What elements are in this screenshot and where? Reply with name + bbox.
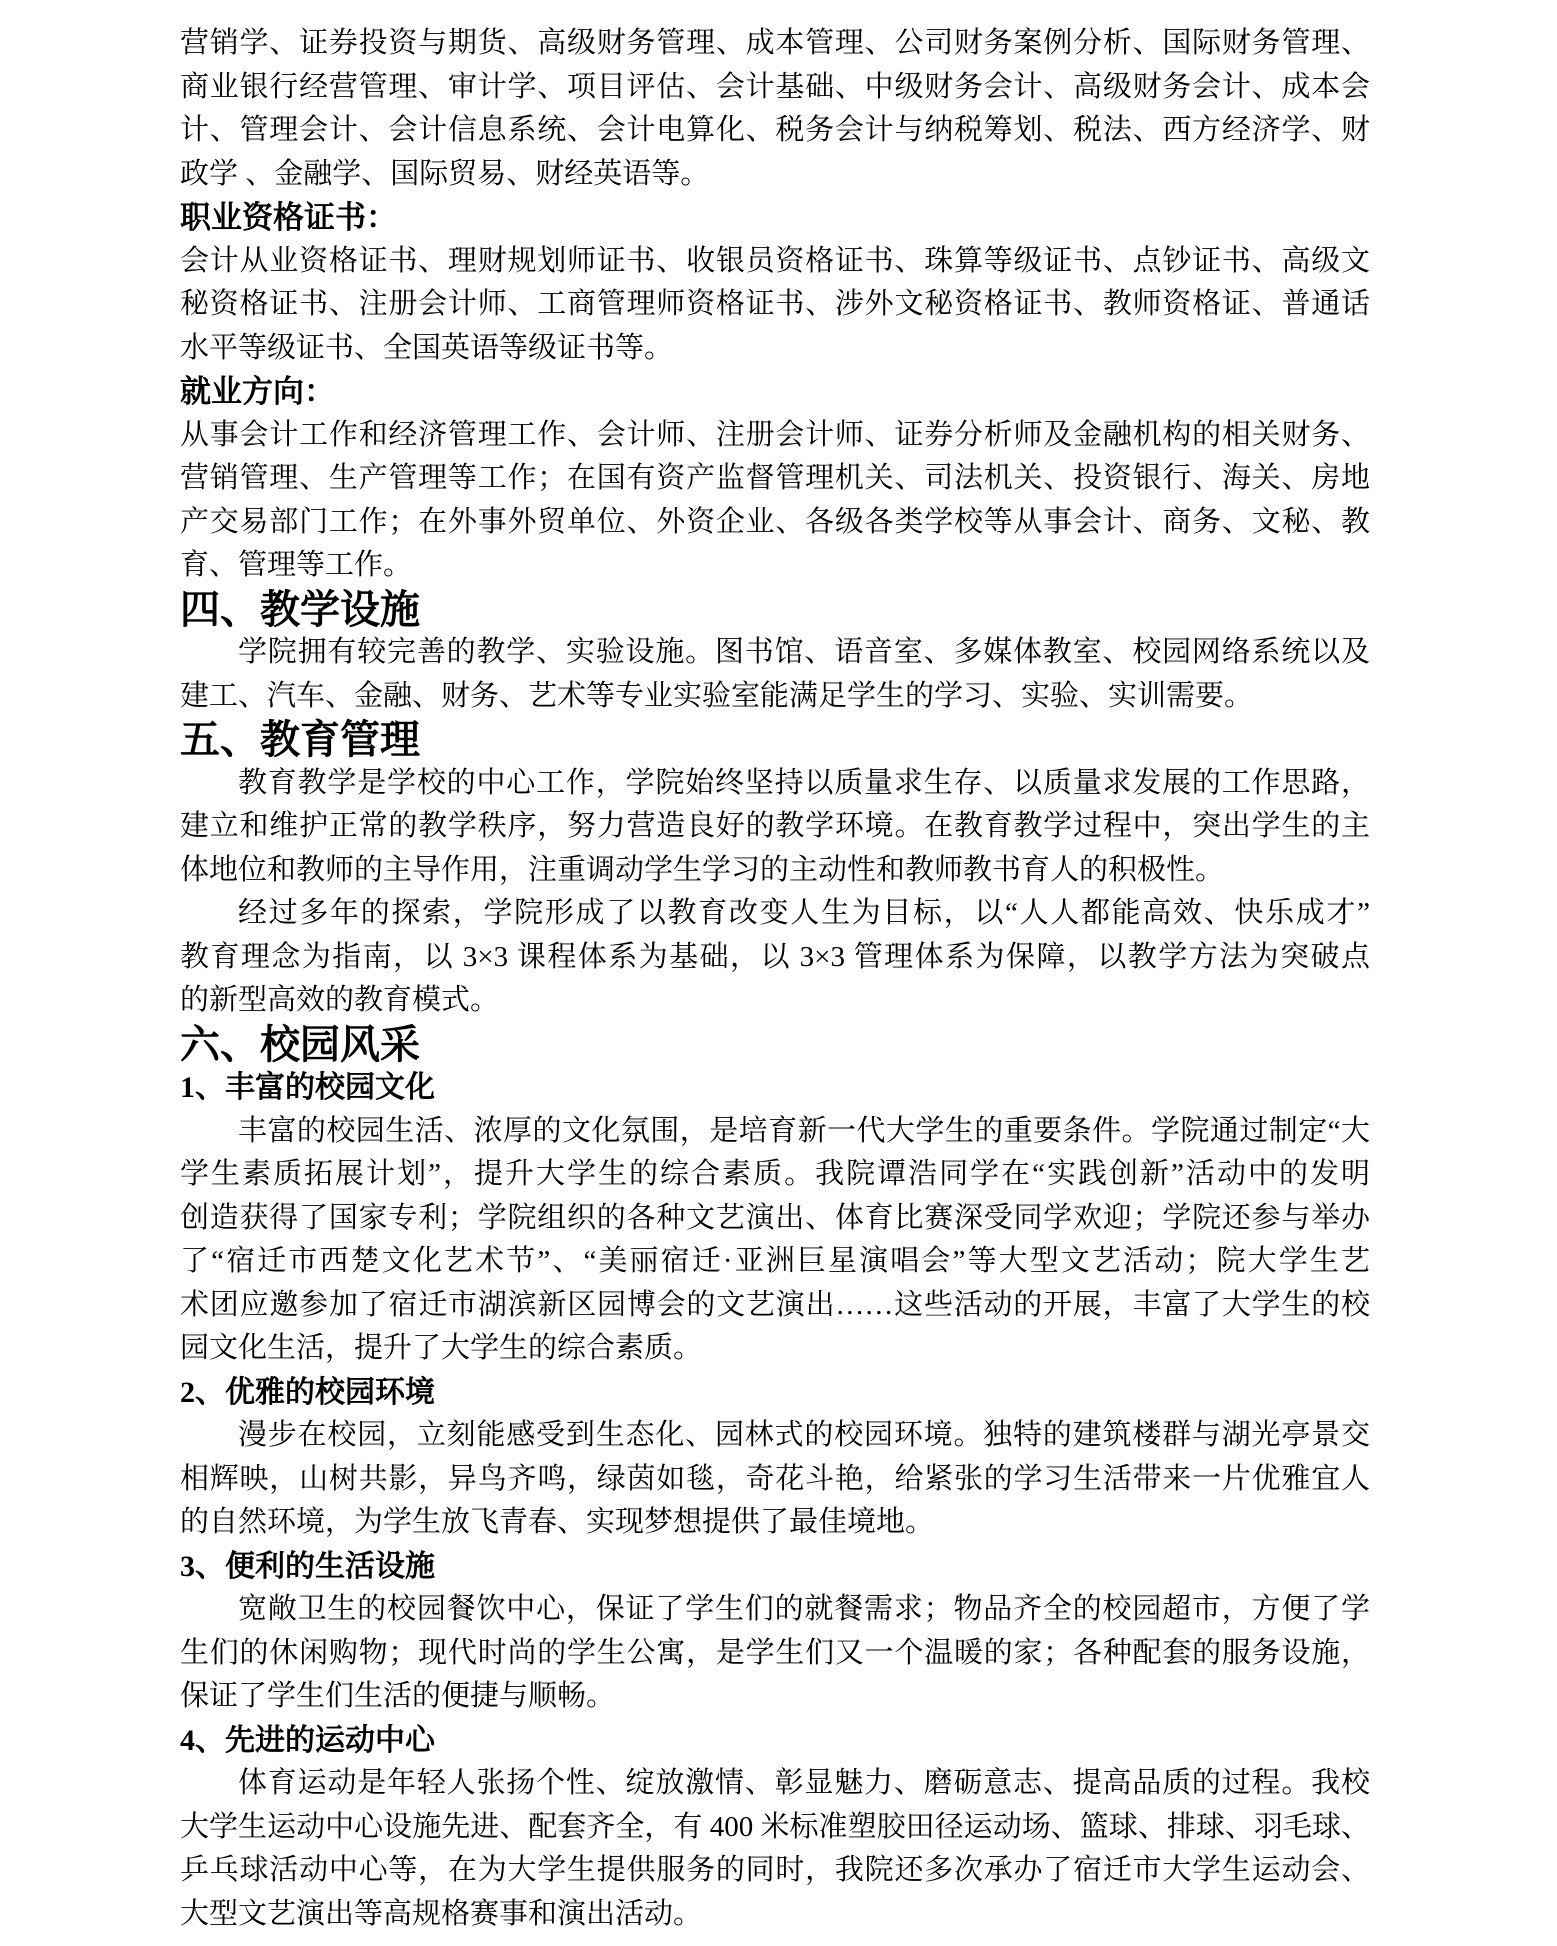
text-line: 了“宿迁市西楚文化艺术节”、“美丽宿迁·亚洲巨星演唱会”等大型文艺活动；院大学生艺 — [180, 1245, 1370, 1277]
text-line: 生们的休闲购物；现代时尚的学生公寓，是学生们又一个温暖的家；各种配套的服务设施， — [180, 1636, 1370, 1669]
text-line: 营销管理、生产管理等工作；在国有资产监督管理机关、司法机关、投资银行、海关、房地 — [180, 462, 1370, 494]
text-line: 相辉映，山树共影，异鸟齐鸣，绿茵如毯，奇花斗艳，给紧张的学习生活带来一片优雅宜人 — [180, 1462, 1370, 1495]
paragraph — [180, 1762, 1370, 1936]
text-line: 大型文艺演出等高规格赛事和演出活动。 — [180, 1897, 703, 1930]
text-line: 水平等级证书、全国英语等级证书等。 — [180, 331, 674, 364]
sub-heading: 4、先进的运动中心 — [180, 1723, 435, 1757]
text-line: 园文化生活，提升了大学生的综合素质。 — [180, 1332, 703, 1364]
sub-heading: 1、丰富的校园文化 — [180, 1071, 435, 1104]
paragraph — [180, 414, 1370, 588]
text-line: 计、管理会计、会计信息系统、会计电算化、税务会计与纳税筹划、税法、西方经济学、财 — [180, 114, 1370, 146]
text-line: 从事会计工作和经济管理工作、会计师、注册会计师、证券分析师及金融机构的相关财务、 — [180, 418, 1370, 451]
text-line: 创造获得了国家专利；学院组织的各种文艺演出、体育比赛深受同学欢迎；学院还参与举办 — [180, 1201, 1370, 1234]
text-line: 丰富的校园生活、浓厚的文化氛围，是培育新一代大学生的重要条件。学院通过制定“大 — [238, 1114, 1370, 1147]
sub-heading: 3、便利的生活设施 — [180, 1549, 435, 1583]
paragraph — [180, 1110, 1370, 1371]
text-line: 漫步在校园，立刻能感受到生态化、园林式的校园环境。独特的建筑楼群与湖光亭景交 — [238, 1419, 1370, 1451]
text-line: 商业银行经营管理、审计学、项目评估、会计基础、中级财务会计、高级财务会计、成本会 — [180, 70, 1370, 103]
paragraph — [180, 1588, 1370, 1719]
text-line: 育、管理等工作。 — [180, 549, 413, 581]
text-line: 会计从业资格证书、理财规划师证书、收银员资格证书、珠算等级证书、点钞证书、高级文 — [180, 244, 1370, 277]
bold-label: 职业资格证书： — [180, 200, 397, 235]
text-line: 学生素质拓展计划”，提升大学生的综合素质。我院谭浩同学在“实践创新”活动中的发明 — [180, 1158, 1370, 1190]
text-line: 体育运动是年轻人张扬个性、绽放激情、彰显魅力、磨砺意志、提高品质的过程。我校 — [238, 1767, 1370, 1799]
text-line: 教育教学是学校的中心工作，学院始终坚持以质量求生存、以质量求发展的工作思路， — [238, 766, 1370, 799]
section-heading: 五、教育管理 — [180, 717, 420, 762]
text-line: 学院拥有较完善的教学、实验设施。图书馆、语音室、多媒体教室、校园网络系统以及 — [238, 636, 1370, 668]
paragraph — [180, 762, 1370, 893]
text-line: 体地位和教师的主导作用，注重调动学生学习的主动性和教师教书育人的积极性。 — [180, 853, 1225, 886]
sub-heading: 2、优雅的校园环境 — [180, 1375, 435, 1409]
paragraph — [180, 631, 1370, 718]
text-line: 保证了学生们生活的便捷与顺畅。 — [180, 1680, 616, 1712]
paragraph — [180, 892, 1370, 1023]
section-heading: 六、校园风采 — [180, 1021, 420, 1067]
text-line: 的自然环境，为学生放飞青春、实现梦想提供了最佳境地。 — [180, 1506, 935, 1538]
section-heading: 四、教学设施 — [180, 586, 420, 632]
text-line: 政学 、金融学、国际贸易、财经英语等。 — [180, 157, 710, 190]
text-line: 经过多年的探索，学院形成了以教育改变人生为目标，以“人人都能高效、快乐成才” — [238, 897, 1370, 929]
text-line: 的新型高效的教育模式。 — [180, 984, 500, 1016]
text-line: 宽敞卫生的校园餐饮中心，保证了学生们的就餐需求；物品齐全的校园超市，方便了学 — [238, 1593, 1370, 1625]
text-line: 建工、汽车、金融、财务、艺术等专业实验室能满足学生的学习、实验、实训需要。 — [180, 679, 1254, 712]
text-line: 建立和维护正常的教学秩序，努力营造良好的教学环境。在教育教学过程中，突出学生的主 — [180, 810, 1370, 842]
text-line: 教育理念为指南，以 3×3 课程体系为基础，以 3×3 管理体系为保障，以教学方法为突破点 — [180, 940, 1370, 973]
text-line: 秘资格证书、注册会计师、工商管理师资格证书、涉外文秘资格证书、教师资格证、普通话 — [180, 288, 1370, 320]
text-line: 产交易部门工作；在外事外贸单位、外资企业、各级各类学校等从事会计、商务、文秘、教 — [180, 505, 1370, 538]
text-line: 营销学、证券投资与期货、高级财务管理、成本管理、公司财务案例分析、国际财务管理、 — [180, 27, 1370, 59]
text-line: 大学生运动中心设施先进、配套齐全，有 400 米标准塑胶田径运动场、篮球、排球、羽毛球、 — [180, 1810, 1370, 1843]
paragraph — [180, 240, 1370, 371]
paragraph — [180, 1414, 1370, 1545]
bold-label: 就业方向： — [180, 374, 335, 409]
paragraph — [180, 22, 1370, 196]
text-line: 术团应邀参加了宿迁市湖滨新区园博会的文艺演出……这些活动的开展，丰富了大学生的校 — [180, 1288, 1370, 1321]
document-body — [180, 22, 1370, 1936]
text-line: 乒乓球活动中心等，在为大学生提供服务的同时，我院还多次承办了宿迁市大学生运动会、 — [180, 1854, 1370, 1886]
